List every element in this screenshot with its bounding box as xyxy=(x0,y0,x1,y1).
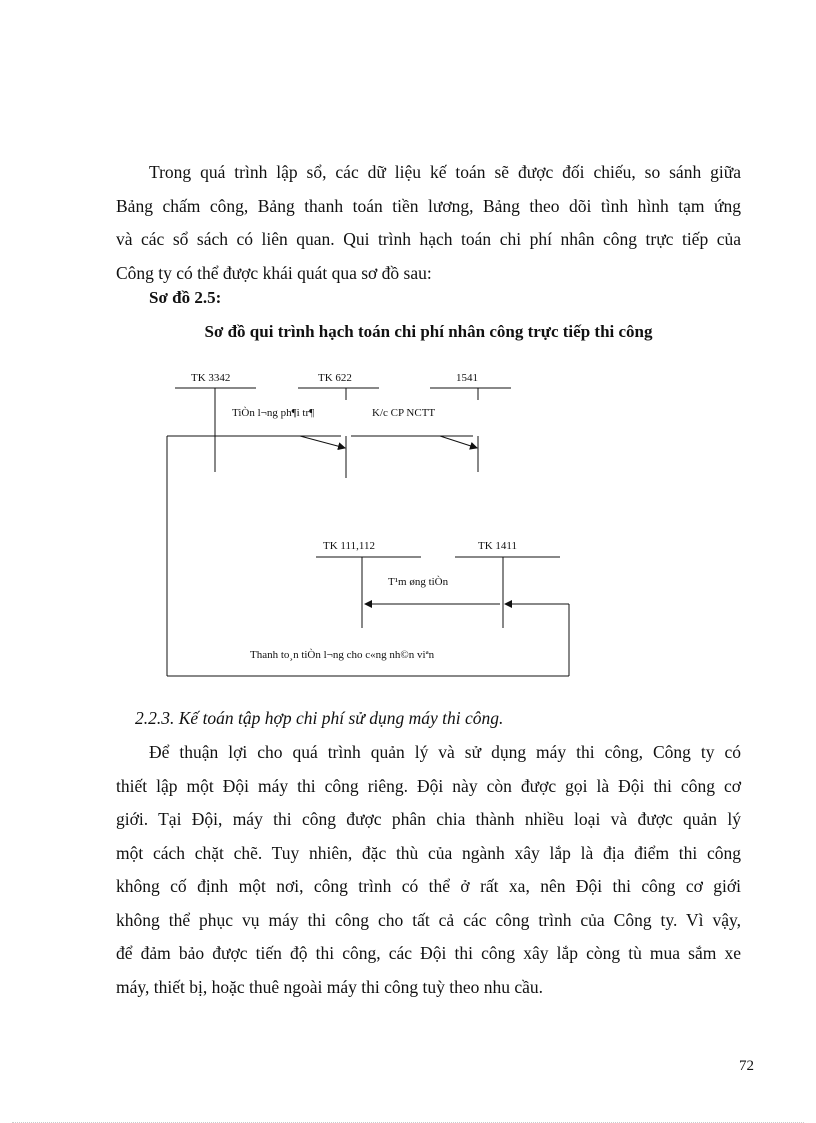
page-number: 72 xyxy=(739,1058,754,1074)
intro-line-3: và các sổ sách có liên quan. Qui trình hạch toán chi phí nhân công trực tiếp của xyxy=(116,229,741,249)
acc2-label: TK 622 xyxy=(318,372,352,384)
diagram-label: Sơ đồ 2.5: xyxy=(149,288,222,307)
transfer-label: K/c CP NCTT xyxy=(372,407,436,419)
body-line-5: không cố định một nơi, công trình có thể ở rất xa, nên Đội thi công cơ giới xyxy=(116,876,741,896)
acc1-label: TK 3342 xyxy=(191,372,231,384)
body-line-1: Để thuận lợi cho quá trình quản lý và sử dụng máy thi công, Công ty có xyxy=(149,742,741,762)
acc3-label: 1541 xyxy=(456,372,478,384)
acc4-label: TK 111,112 xyxy=(323,540,375,552)
body-line-2: thiết lập một Đội máy thi công riêng. Đội này còn được gọi là Đội thi công cơ xyxy=(116,775,741,796)
body-line-4: một cách chặt chẽ. Tuy nhiên, đặc thù của ngành xây lắp là địa điểm thi công xyxy=(116,842,741,863)
body-line-6: không thể phục vụ máy thi công cho tất cả các công trình của Công ty. Vì vậy, xyxy=(116,909,741,930)
acc5-label: TK 1411 xyxy=(478,540,518,552)
body-line-8: máy, thiết bị, hoặc thuê ngoài máy thi công tuỳ theo nhu cầu. xyxy=(116,976,544,997)
body-line-3: giới. Tại Đội, máy thi công được phân chia thành nhiều loại và được quản lý xyxy=(116,809,741,829)
intro-paragraph xyxy=(116,156,741,290)
machine-paragraph xyxy=(116,736,741,1004)
intro-line-2: Bảng chấm công, Bảng thanh toán tiền lương, Bảng theo dõi tình hình tạm ứng xyxy=(116,195,741,216)
diagram-title: Sơ đồ qui trình hạch toán chi phí nhân công trực tiếp thi công xyxy=(204,322,653,341)
advance-label: T¹m øng tiÒn xyxy=(388,576,449,588)
flow-arrow-1 xyxy=(300,436,345,448)
subsection-title: 2.2.3. Kế toán tập hợp chi phí sử dụng máy thi công. xyxy=(135,708,504,728)
intro-line-1: Trong quá trình lập sổ, các dữ liệu kế toán sẽ được đối chiếu, so sánh giữa xyxy=(149,162,741,182)
salary-payable-label: TiÒn l¬ng ph¶i tr¶ xyxy=(232,407,315,419)
payment-label: Thanh to¸n tiÒn l¬ng cho c«ng nh©n viªn xyxy=(250,649,435,661)
intro-line-4: Công ty có thể được khái quát qua sơ đồ sau: xyxy=(116,262,432,283)
body-line-7: để đảm bảo được tiến độ thi công, các Đội thi công xây lắp còng tù mua sắm xe xyxy=(116,943,741,963)
flow-arrow-2 xyxy=(440,436,477,448)
